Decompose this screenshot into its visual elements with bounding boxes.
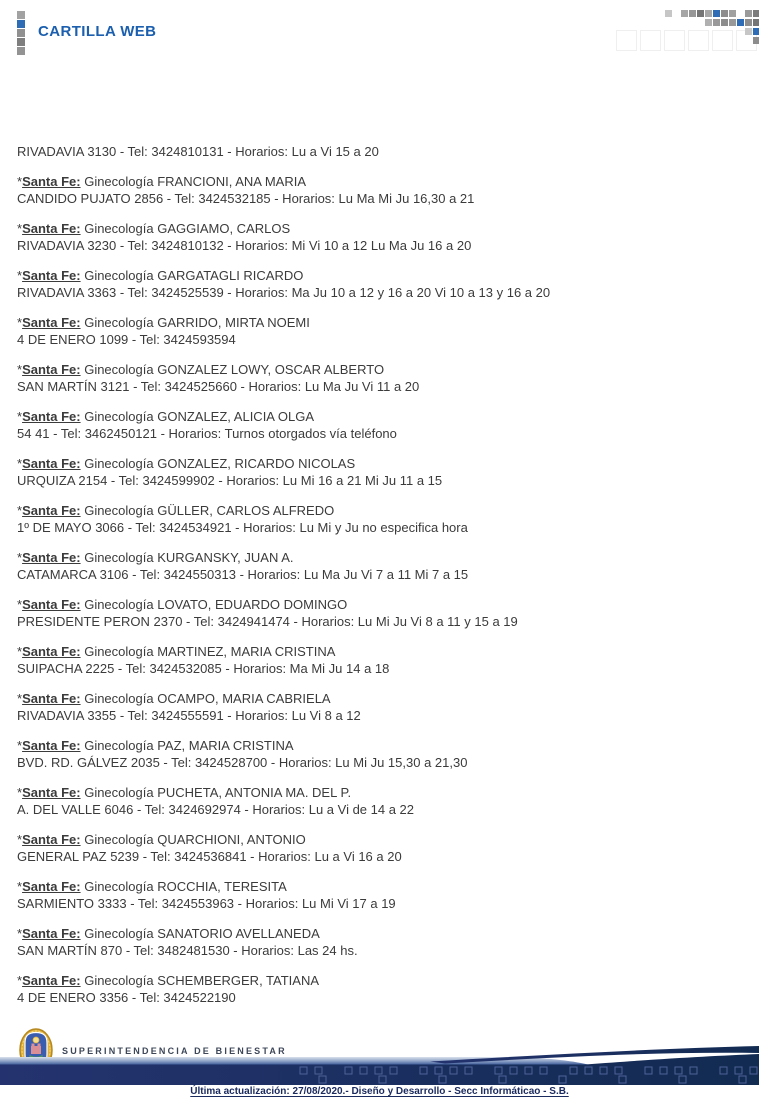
directory-entry [17,408,747,442]
deco-square [697,10,704,17]
entry-name-line [17,267,747,284]
outline-square [616,30,637,51]
logo-square [17,38,25,46]
directory-entry [17,173,747,207]
outline-square [664,30,685,51]
deco-square [713,19,720,26]
region-label: Santa Fe: [22,409,81,424]
deco-square [665,10,672,17]
footer-swoosh-decoration [0,1044,759,1090]
directory-entry [17,972,747,1006]
entry-name-line [17,220,747,237]
directory-entry [17,878,747,912]
entry-specialty: Ginecología [84,738,154,753]
deco-square [745,10,752,17]
directory-list [17,143,747,1006]
entry-doctor-name: GONZALEZ, ALICIA OLGA [157,409,314,424]
entry-detail-line: A. DEL VALLE 6046 - Tel: 3424692974 - Horarios: Lu a Vi de 14 a 22 [17,802,415,817]
entry-name-line [17,455,747,472]
entry-specialty: Ginecología [84,879,154,894]
entry-doctor-name: KURGANSKY, JUAN A. [157,550,294,565]
logo-square [17,47,25,55]
entry-name-line [17,173,747,190]
entry-detail-line: SARMIENTO 3333 - Tel: 3424553963 - Horarios: Lu Mi Vi 17 a 19 [17,896,396,911]
asterisk: * [17,597,23,612]
entry-name-line [17,314,747,331]
entry-detail-line: CATAMARCA 3106 - Tel: 3424550313 - Horarios: Lu Ma Ju Vi 7 a 11 Mi 7 a 15 [17,567,469,582]
entry-specialty: Ginecología [84,503,154,518]
outline-square [688,30,709,51]
page-title: CARTILLA WEB [38,23,157,40]
deco-square [737,19,744,26]
region-label: Santa Fe: [22,221,81,236]
asterisk: * [17,456,23,471]
entry-name-line [17,784,747,801]
entry-doctor-name: FRANCIONI, ANA MARIA [157,174,307,189]
logo-square [17,20,25,28]
entry-specialty: Ginecología [84,456,154,471]
region-label: Santa Fe: [22,785,81,800]
entry-specialty: Ginecología [84,832,154,847]
entry-doctor-name: LOVATO, EDUARDO DOMINGO [157,597,348,612]
entry-detail-line: SUIPACHA 2225 - Tel: 3424532085 - Horarios: Ma Mi Ju 14 a 18 [17,661,390,676]
region-label: Santa Fe: [22,832,81,847]
deco-square [705,10,712,17]
region-label: Santa Fe: [22,550,81,565]
asterisk: * [17,926,23,941]
deco-square [753,37,759,44]
footer-update-text: Última actualización: 27/08/2020.- Diseño y Desarrollo - Secc Informáticao - S.B. [190,1086,569,1097]
entry-specialty: Ginecología [84,174,154,189]
entry-name-line [17,596,747,613]
region-label: Santa Fe: [22,268,81,283]
region-label: Santa Fe: [22,691,81,706]
directory-entry [17,502,747,536]
entry-name-line [17,361,747,378]
entry-doctor-name: MARTINEZ, MARIA CRISTINA [157,644,336,659]
outline-square [712,30,733,51]
region-label: Santa Fe: [22,315,81,330]
entry-specialty: Ginecología [84,973,154,988]
deco-square [729,10,736,17]
entry-detail-line: 54 41 - Tel: 3462450121 - Horarios: Turnos otorgados vía teléfono [17,426,397,441]
region-label: Santa Fe: [22,879,81,894]
entry-doctor-name: GÜLLER, CARLOS ALFREDO [157,503,335,518]
entry-detail-line: RIVADAVIA 3363 - Tel: 3424525539 - Horarios: Ma Ju 10 a 12 y 16 a 20 Vi 10 a 13 y 16 a 20 [17,285,551,300]
entry-doctor-name: ROCCHIA, TERESITA [157,879,287,894]
directory-entry [17,643,747,677]
asterisk: * [17,691,23,706]
entry-specialty: Ginecología [84,221,154,236]
region-label: Santa Fe: [22,926,81,941]
entry-specialty: Ginecología [84,785,154,800]
region-label: Santa Fe: [22,362,81,377]
entry-detail-line: 4 DE ENERO 3356 - Tel: 3424522190 [17,990,236,1005]
entry-name-line [17,502,747,519]
corner-squares-decoration [609,0,759,60]
entry-name-line [17,972,747,989]
deco-square [753,19,759,26]
directory-entry [17,831,747,865]
region-label: Santa Fe: [22,174,81,189]
directory-entry [17,784,747,818]
deco-square [745,19,752,26]
entry-doctor-name: GARGATAGLI RICARDO [157,268,304,283]
asterisk: * [17,832,23,847]
entry-name-line [17,737,747,754]
asterisk: * [17,503,23,518]
directory-entry [17,361,747,395]
deco-square [721,10,728,17]
entry-name-line [17,878,747,895]
entry-doctor-name: GONZALEZ LOWY, OSCAR ALBERTO [157,362,385,377]
entry-detail-line: BVD. RD. GÁLVEZ 2035 - Tel: 3424528700 - Horarios: Lu Mi Ju 15,30 a 21,30 [17,755,468,770]
directory-entry [17,220,747,254]
entry-name-line [17,408,747,425]
entry-doctor-name: OCAMPO, MARIA CABRIELA [157,691,331,706]
entry-specialty: Ginecología [84,362,154,377]
deco-square [721,19,728,26]
directory-entry [17,737,747,771]
asterisk: * [17,644,23,659]
region-label: Santa Fe: [22,597,81,612]
deco-square [689,10,696,17]
entry-name-line [17,831,747,848]
entry-specialty: Ginecología [84,315,154,330]
entry-detail-line: 1º DE MAYO 3066 - Tel: 3424534921 - Horarios: Lu Mi y Ju no especifica hora [17,520,468,535]
entry-detail-line: GENERAL PAZ 5239 - Tel: 3424536841 - Horarios: Lu a Vi 16 a 20 [17,849,402,864]
asterisk: * [17,221,23,236]
entry-doctor-name: GONZALEZ, RICARDO NICOLAS [157,456,356,471]
deco-square [681,10,688,17]
asterisk: * [17,315,23,330]
header [0,0,759,60]
entry-detail-line: SAN MARTÍN 3121 - Tel: 3424525660 - Horarios: Lu Ma Ju Vi 11 a 20 [17,379,420,394]
entry-detail-line: SAN MARTÍN 870 - Tel: 3482481530 - Horarios: Las 24 hs. [17,943,358,958]
entry-specialty: Ginecología [84,409,154,424]
deco-square [729,19,736,26]
directory-entry [17,267,747,301]
entry-name-line [17,643,747,660]
region-label: Santa Fe: [22,738,81,753]
directory-entry [17,549,747,583]
deco-square [705,19,712,26]
entry-doctor-name: PUCHETA, ANTONIA MA. DEL P. [157,785,352,800]
asterisk: * [17,362,23,377]
entry-name-line [17,549,747,566]
asterisk: * [17,973,23,988]
entry-detail-line: 4 DE ENERO 1099 - Tel: 3424593594 [17,332,236,347]
entry-name-line [17,925,747,942]
deco-square [753,28,759,35]
footer-organization: SUPERINTENDENCIA DE BIENESTAR [62,1046,287,1056]
asterisk: * [17,174,23,189]
entry-doctor-name: PAZ, MARIA CRISTINA [157,738,294,753]
deco-square [753,10,759,17]
directory-entry [17,925,747,959]
deco-square [745,28,752,35]
entry-doctor-name: GARRIDO, MIRTA NOEMI [157,315,310,330]
region-label: Santa Fe: [22,973,81,988]
entry-detail-line: CANDIDO PUJATO 2856 - Tel: 3424532185 - Horarios: Lu Ma Mi Ju 16,30 a 21 [17,191,475,206]
region-label: Santa Fe: [22,456,81,471]
directory-entry [17,690,747,724]
asterisk: * [17,268,23,283]
logo-square [17,29,25,37]
entry-detail-line: PRESIDENTE PERON 2370 - Tel: 3424941474 - Horarios: Lu Mi Ju Vi 8 a 11 y 15 a 19 [17,614,518,629]
entry-specialty: Ginecología [84,597,154,612]
entry-doctor-name: SCHEMBERGER, TATIANA [157,973,320,988]
entry-detail-continuation: RIVADAVIA 3130 - Tel: 3424810131 - Horarios: Lu a Vi 15 a 20 [17,144,379,159]
entries-container [17,173,747,1006]
directory-entry [17,455,747,489]
region-label: Santa Fe: [22,644,81,659]
footer [0,1020,759,1101]
entry-doctor-name: SANATORIO AVELLANEDA [157,926,320,941]
entry-name-line [17,690,747,707]
entry-specialty: Ginecología [84,691,154,706]
deco-square [713,10,720,17]
logo-squares-icon [17,11,25,56]
directory-entry [17,596,747,630]
entry-specialty: Ginecología [84,926,154,941]
asterisk: * [17,879,23,894]
entry-specialty: Ginecología [84,268,154,283]
asterisk: * [17,550,23,565]
region-label: Santa Fe: [22,503,81,518]
asterisk: * [17,785,23,800]
outline-square [640,30,661,51]
directory-entry [17,314,747,348]
asterisk: * [17,738,23,753]
logo-square [17,11,25,19]
entry-detail-line: RIVADAVIA 3230 - Tel: 3424810132 - Horarios: Mi Vi 10 a 12 Lu Ma Ju 16 a 20 [17,238,472,253]
entry-doctor-name: QUARCHIONI, ANTONIO [157,832,306,847]
entry-detail-line: RIVADAVIA 3355 - Tel: 3424555591 - Horarios: Lu Vi 8 a 12 [17,708,361,723]
entry-specialty: Ginecología [84,550,154,565]
entry-specialty: Ginecología [84,644,154,659]
entry-doctor-name: GAGGIAMO, CARLOS [157,221,291,236]
entry-detail-line: URQUIZA 2154 - Tel: 3424599902 - Horarios: Lu Mi 16 a 21 Mi Ju 11 a 15 [17,473,443,488]
asterisk: * [17,409,23,424]
